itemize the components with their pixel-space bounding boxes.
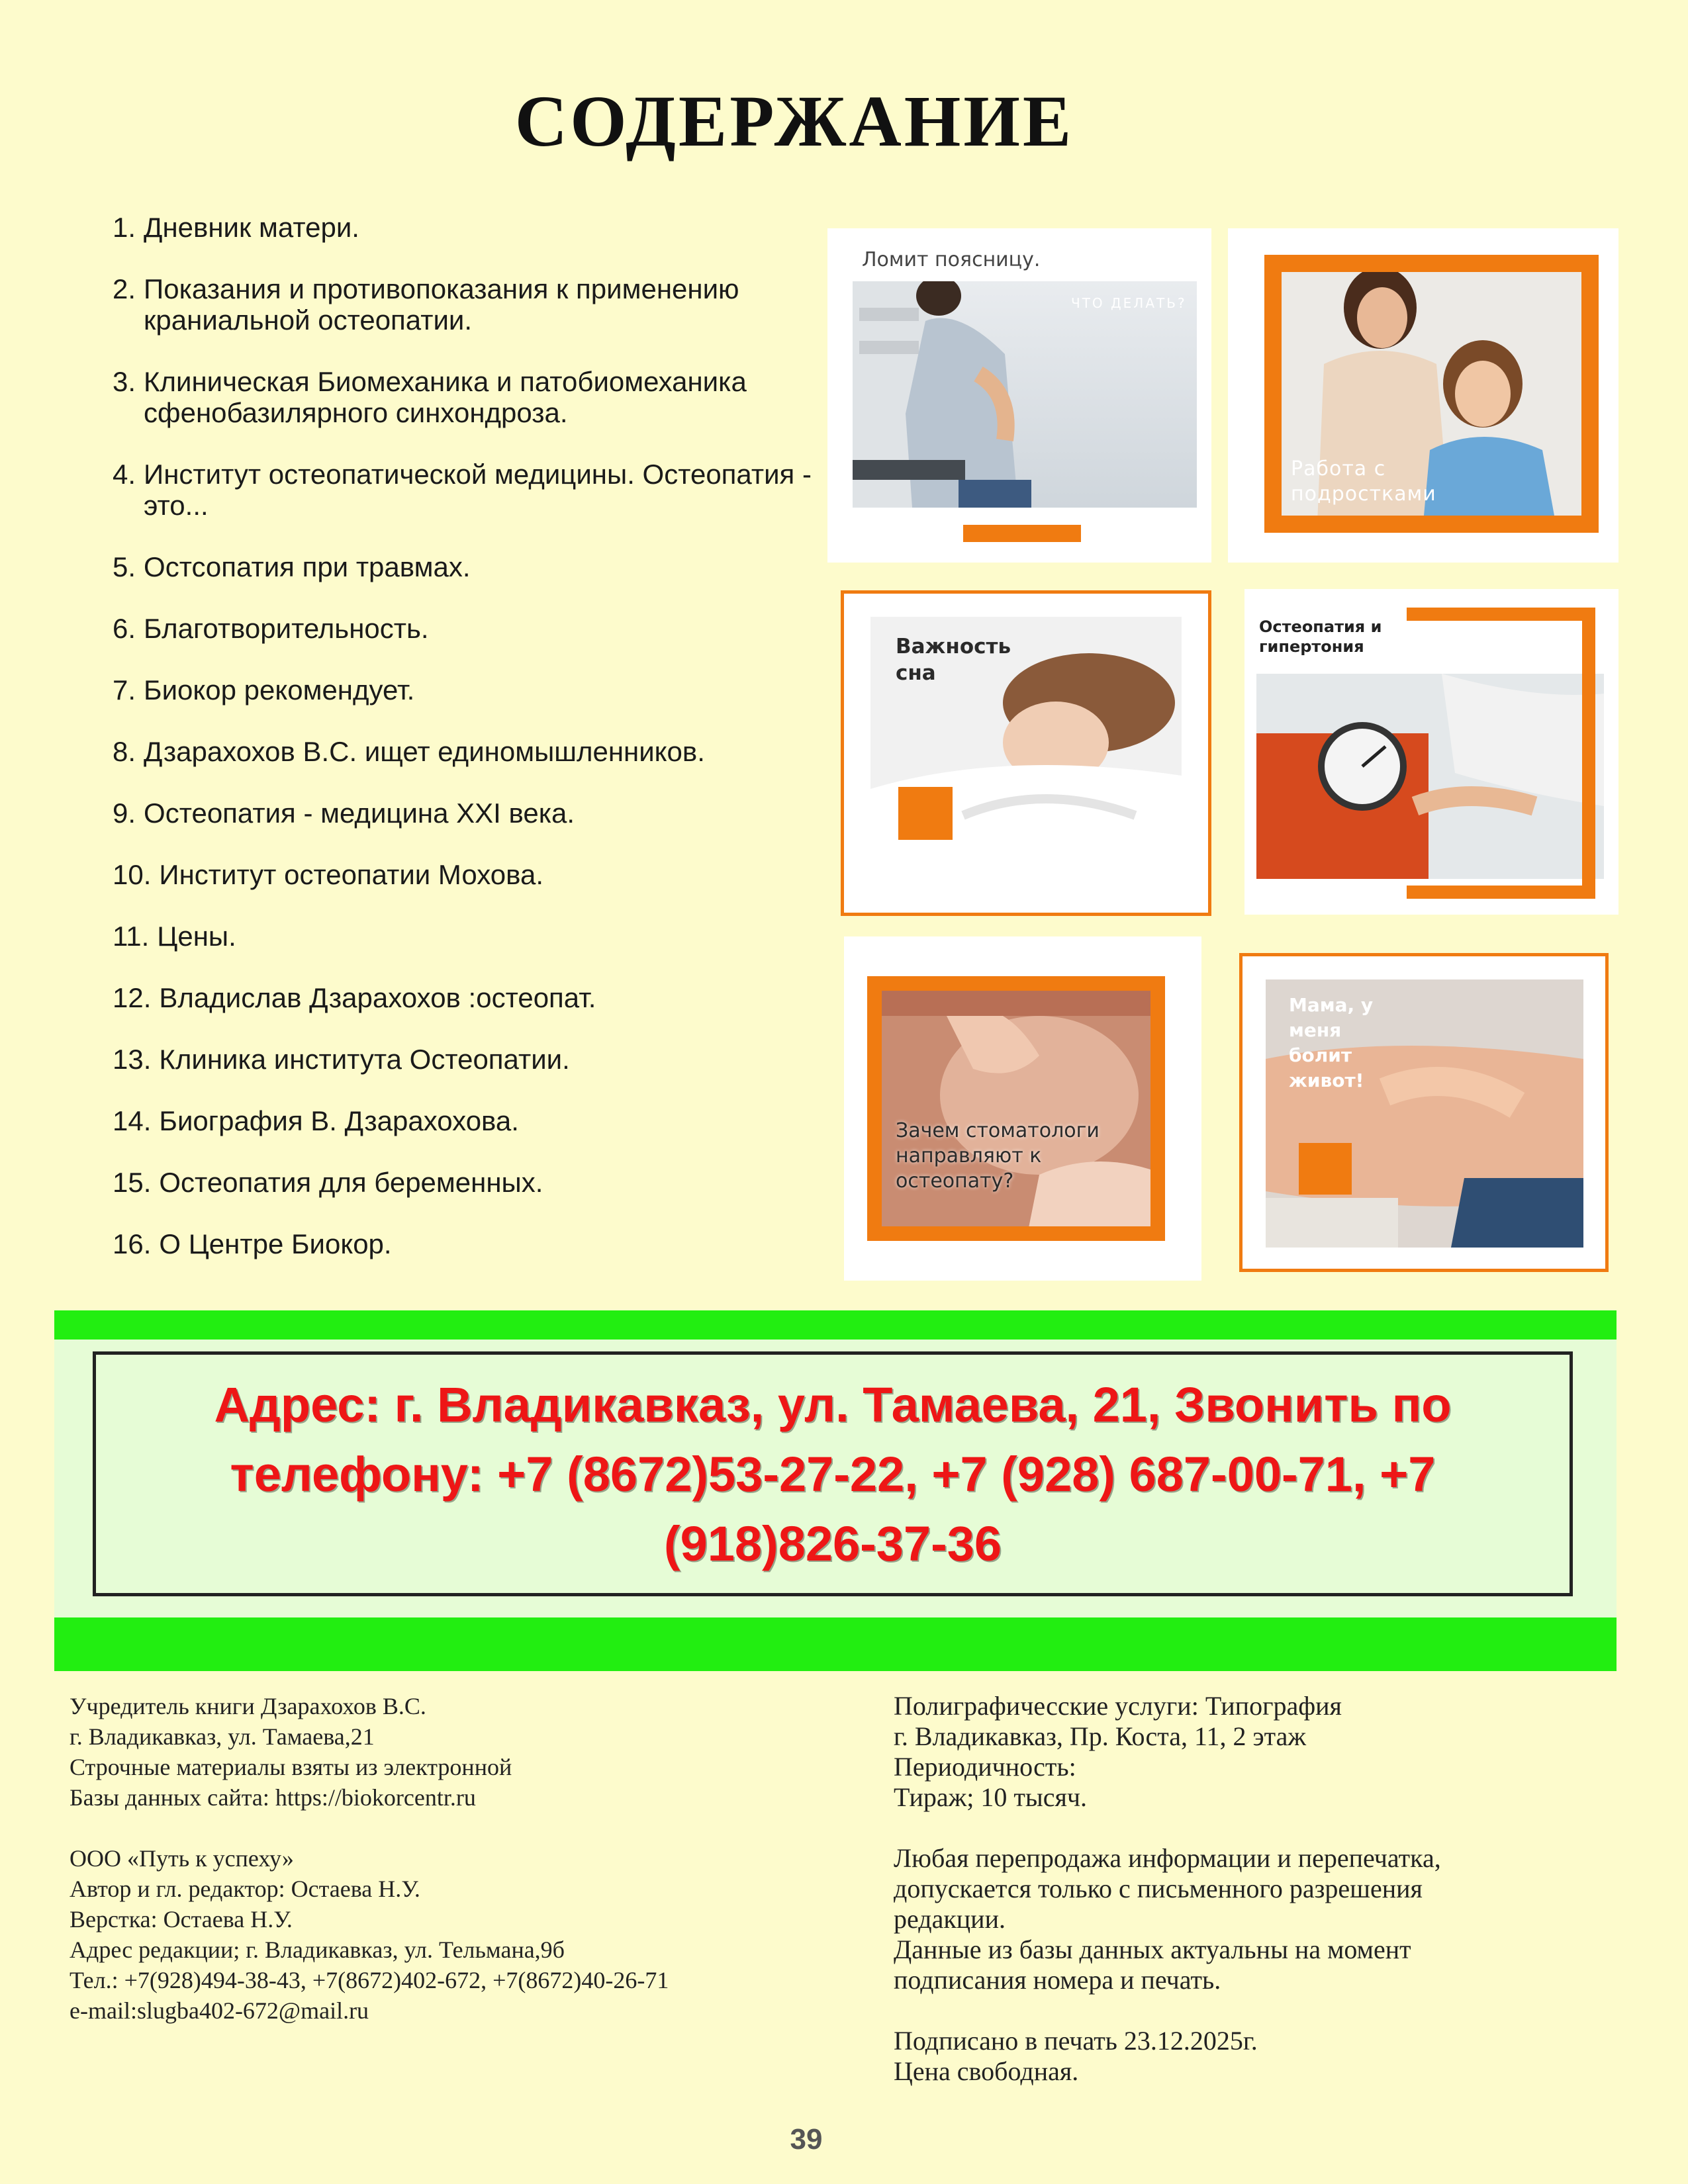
tile-back-pain[interactable]	[827, 228, 1618, 563]
tile-dentists[interactable]	[844, 936, 1201, 1281]
address-banner-inner	[54, 1340, 1617, 1617]
toc-text: О Центре Биокор.	[159, 1228, 392, 1259]
toc-number: 13.	[113, 1044, 152, 1075]
toc-text: Остеопатия - медицина XXI века.	[144, 797, 575, 829]
toc-item[interactable]	[113, 212, 814, 243]
imprint-line: Строчные материалы взяты из электронной	[70, 1754, 512, 1780]
back-pain-illustration	[853, 281, 1197, 508]
orange-accent-square	[1299, 1143, 1352, 1195]
imprint-line: Подписано в печать 23.12.2025г.	[894, 2026, 1258, 2056]
imprint-line: Данные из базы данных актуальны на момент	[894, 1934, 1411, 1964]
toc-item[interactable]	[113, 859, 814, 890]
toc-text: Институт остеопатии Мохова.	[159, 859, 544, 890]
address-box	[93, 1351, 1573, 1596]
tile-teens-caption: Работа с подростками	[1291, 457, 1436, 506]
imprint-email[interactable]: e-mail:slugba402-672@mail.ru	[70, 1997, 369, 2024]
orange-accent-bar	[963, 525, 1081, 542]
toc-text: Клиническая Биомеханика и патобиомеханика сфенобазилярного синхондроза.	[144, 366, 747, 428]
toc-text: Институт остеопатической медицины. Остеопатия - это...	[144, 459, 812, 521]
toc-item[interactable]	[113, 1228, 814, 1259]
toc-number: 3.	[113, 366, 136, 397]
toc-item[interactable]	[113, 921, 814, 952]
imprint-line: подписания номера и печать.	[894, 1965, 1221, 1995]
imprint-line: Верстка: Остаева Н.У.	[70, 1906, 293, 1933]
toc-text: Остсопатия при травмах.	[144, 551, 471, 582]
toc-item[interactable]	[113, 273, 814, 336]
toc-item[interactable]	[113, 613, 814, 644]
toc-number: 16.	[113, 1228, 152, 1259]
imprint-line: г. Владикавказ, ул. Тамаева,21	[70, 1723, 375, 1750]
toc-number: 10.	[113, 859, 152, 890]
toc-number: 1.	[113, 212, 136, 243]
toc-number: 12.	[113, 982, 152, 1013]
toc-text: Клиника института Остеопатии.	[159, 1044, 570, 1075]
imprint-line: Базы данных сайта: https://biokorcentr.ru	[70, 1784, 476, 1811]
imprint-line: Цена свободная.	[894, 2056, 1079, 2086]
tile-back-pain-caption: Ломит поясницу.	[862, 248, 1041, 271]
imprint-line: Адрес редакции; г. Владикавказ, ул. Тельмана,9б	[70, 1936, 565, 1963]
toc-number: 2.	[113, 273, 136, 304]
toc-item[interactable]	[113, 1167, 814, 1198]
imprint-left	[70, 1691, 831, 2026]
address-banner	[54, 1310, 1617, 1671]
tile-back-pain-card	[827, 228, 1211, 563]
hypertension-orange-frame	[1407, 608, 1595, 899]
imprint-line: ООО «Путь к успеху»	[70, 1845, 294, 1872]
toc-number: 14.	[113, 1105, 152, 1136]
toc-number: 5.	[113, 551, 136, 582]
imprint-line: г. Владикавказ, Пр. Коста, 11, 2 этаж	[894, 1721, 1306, 1751]
dentists-orange-frame	[867, 976, 1165, 1241]
toc-number: 7.	[113, 674, 136, 705]
toc-text: Дзарахохов В.С. ищет единомышленников.	[144, 736, 705, 767]
toc-text: Биография В. Дзарахохова.	[159, 1105, 519, 1136]
toc-text: Показания и противопоказания к применению краниальной остеопатии.	[144, 273, 739, 336]
toc-number: 9.	[113, 797, 136, 829]
imprint-line: Автор и гл. редактор: Остаева Н.У.	[70, 1876, 420, 1902]
tile-hypertension[interactable]	[1244, 589, 1618, 915]
toc-number: 15.	[113, 1167, 152, 1198]
address-text: Адрес: г. Владикавказ, ул. Тамаева, 21, Звонить по телефону: +7 (8672)53-27-22, +7 (928) 687-00-71, +7 (918)826-37-36	[214, 1377, 1452, 1571]
tile-sleep[interactable]	[841, 590, 1211, 916]
imprint-line: Тел.: +7(928)494-38-43, +7(8672)402-672, +7(8672)40-26-71	[70, 1967, 669, 1993]
tile-dentists-caption: Зачем стоматологи направляют к остеопату?	[896, 1119, 1100, 1193]
toc-number: 11.	[113, 921, 150, 952]
back-pain-subcaption: ЧТО ДЕЛАТЬ?	[1071, 295, 1187, 311]
toc-item[interactable]	[113, 736, 814, 767]
toc-number: 4.	[113, 459, 136, 490]
orange-accent-square	[898, 787, 953, 840]
tile-sleep-caption: Важность сна	[896, 635, 1011, 685]
imprint-line: допускается только с письменного разрешения	[894, 1874, 1423, 1903]
toc-item[interactable]	[113, 674, 814, 705]
toc-text: Дневник матери.	[144, 212, 359, 243]
page-number: 39	[790, 2123, 823, 2156]
imprint-line: Учредитель книги Дзарахохов В.С.	[70, 1693, 426, 1719]
imprint-line: Полиграфичесские услуги: Типография	[894, 1691, 1342, 1721]
toc-item[interactable]	[113, 551, 814, 582]
toc-item[interactable]	[113, 459, 814, 521]
toc-text: Цены.	[157, 921, 236, 952]
toc-item[interactable]	[113, 366, 814, 428]
toc-text: Биокор рекомендует.	[144, 674, 415, 705]
toc-item[interactable]	[113, 1044, 814, 1075]
imprint-line: Периодичность:	[894, 1752, 1076, 1782]
toc-text: Владислав Дзарахохов :остеопат.	[159, 982, 596, 1013]
toc-number: 8.	[113, 736, 136, 767]
page-title: СОДЕРЖАНИЕ	[514, 81, 1074, 161]
imprint-line: Любая перепродажа информации и перепечатка,	[894, 1843, 1441, 1873]
toc-item[interactable]	[113, 982, 814, 1013]
tile-teens-card	[1228, 228, 1618, 563]
tile-hypertension-caption: Остеопатия и гипертония	[1259, 617, 1382, 656]
imprint-line: Тираж; 10 тысяч.	[894, 1782, 1087, 1812]
tile-tummy[interactable]	[1239, 953, 1609, 1272]
back-pain-photo	[853, 281, 1197, 508]
imprint-right	[894, 1691, 1622, 2087]
toc-item[interactable]	[113, 797, 814, 829]
toc-item[interactable]	[113, 1105, 814, 1136]
table-of-contents	[113, 212, 814, 1290]
imprint-line: редакции.	[894, 1904, 1006, 1934]
tile-tummy-caption: Мама, у меня болит живот!	[1289, 994, 1374, 1091]
toc-number: 6.	[113, 613, 136, 644]
toc-text: Благотворительность.	[144, 613, 429, 644]
toc-text: Остеопатия для беременных.	[159, 1167, 543, 1198]
